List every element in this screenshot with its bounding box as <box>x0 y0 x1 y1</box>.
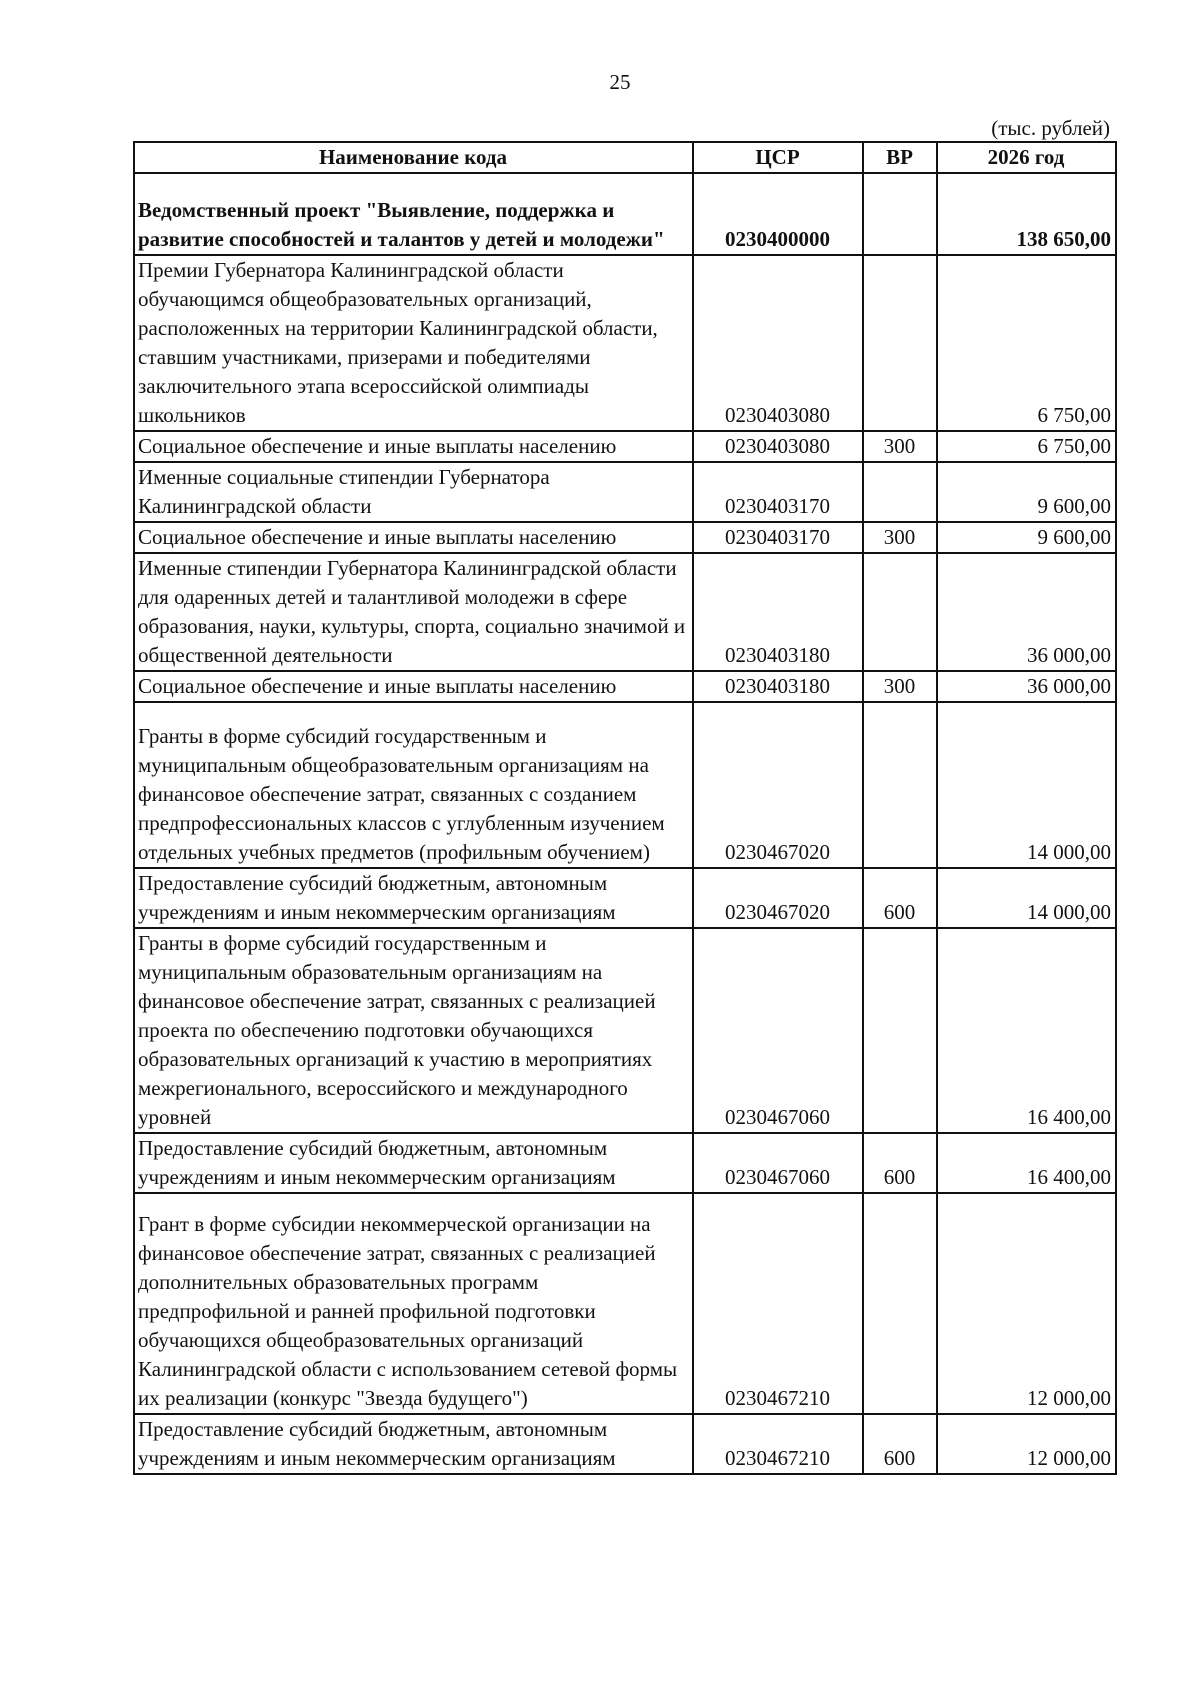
row-amount-cell: 138 650,00 <box>937 173 1116 255</box>
header-year: 2026 год <box>937 142 1116 173</box>
row-vr-cell: 300 <box>863 522 937 553</box>
row-csr-cell: 0230467020 <box>693 868 863 928</box>
row-name-cell: Социальное обеспечение и иные выплаты населению <box>134 671 693 702</box>
row-name-cell: Предоставление субсидий бюджетным, автономным учреждениям и иным некоммерческим организациям <box>134 1133 693 1193</box>
row-csr-cell: 0230403180 <box>693 671 863 702</box>
row-csr-cell: 0230467210 <box>693 1414 863 1474</box>
table-row <box>134 1193 1116 1414</box>
row-csr-cell: 0230400000 <box>693 173 863 255</box>
row-csr-cell: 0230467060 <box>693 928 863 1133</box>
row-amount-cell: 12 000,00 <box>937 1193 1116 1414</box>
table-row <box>134 1414 1116 1474</box>
row-vr-cell <box>863 462 937 522</box>
row-csr-cell: 0230467210 <box>693 1193 863 1414</box>
row-name-cell: Социальное обеспечение и иные выплаты населению <box>134 431 693 462</box>
header-vr: ВР <box>863 142 937 173</box>
row-vr-cell <box>863 173 937 255</box>
table-row <box>134 255 1116 431</box>
row-amount-cell: 9 600,00 <box>937 522 1116 553</box>
header-name: Наименование кода <box>134 142 693 173</box>
header-csr: ЦСР <box>693 142 863 173</box>
header-row <box>134 142 1116 173</box>
row-name-cell: Социальное обеспечение и иные выплаты населению <box>134 522 693 553</box>
table-body <box>134 173 1116 1474</box>
row-vr-cell <box>863 1193 937 1414</box>
row-name-cell: Предоставление субсидий бюджетным, автономным учреждениям и иным некоммерческим организациям <box>134 1414 693 1474</box>
row-csr-cell: 0230403080 <box>693 431 863 462</box>
row-name-cell: Гранты в форме субсидий государственным и муниципальным общеобразовательным организациям на финансовое обеспечение затрат, связанных с созданием предпрофессиональных классов с углубленным изучением отдельных учебных предметов (профильным обучением) <box>134 702 693 868</box>
table-header <box>134 142 1116 173</box>
row-csr-cell: 0230403180 <box>693 553 863 671</box>
row-name-cell: Предоставление субсидий бюджетным, автономным учреждениям и иным некоммерческим организациям <box>134 868 693 928</box>
row-csr-cell: 0230467020 <box>693 702 863 868</box>
row-vr-cell <box>863 553 937 671</box>
row-vr-cell: 300 <box>863 671 937 702</box>
row-csr-cell: 0230403170 <box>693 522 863 553</box>
row-csr-cell: 0230403080 <box>693 255 863 431</box>
row-name-cell: Ведомственный проект "Выявление, поддержка и развитие способностей и талантов у детей и молодежи" <box>134 173 693 255</box>
row-name-cell: Именные стипендии Губернатора Калининградской области для одаренных детей и талантливой молодежи в сфере образования, науки, культуры, спорта, социально значимой и общественной деятельности <box>134 553 693 671</box>
row-name-cell: Гранты в форме субсидий государственным и муниципальным образовательным организациям на финансовое обеспечение затрат, связанных с реализацией проекта по обеспечению подготовки обучающихся образовательных организаций к участию в мероприятиях межрегионального, всероссийского и международного уровней <box>134 928 693 1133</box>
row-amount-cell: 36 000,00 <box>937 671 1116 702</box>
row-vr-cell <box>863 702 937 868</box>
table-row <box>134 702 1116 868</box>
row-name-cell: Премии Губернатора Калининградской области обучающимся общеобразовательных организаций, расположенных на территории Калининградской области, ставшим участниками, призерами и победителями заключительного этапа всероссийской олимпиады школьников <box>134 255 693 431</box>
row-amount-cell: 14 000,00 <box>937 702 1116 868</box>
row-vr-cell: 600 <box>863 1414 937 1474</box>
row-amount-cell: 36 000,00 <box>937 553 1116 671</box>
units-note: (тыс. рублей) <box>991 116 1110 140</box>
row-amount-cell: 9 600,00 <box>937 462 1116 522</box>
row-csr-cell: 0230403170 <box>693 462 863 522</box>
row-amount-cell: 14 000,00 <box>937 868 1116 928</box>
budget-table <box>133 141 1117 1475</box>
table-row <box>134 868 1116 928</box>
row-amount-cell: 6 750,00 <box>937 431 1116 462</box>
row-vr-cell: 600 <box>863 1133 937 1193</box>
row-amount-cell: 6 750,00 <box>937 255 1116 431</box>
table-row <box>134 462 1116 522</box>
table-row <box>134 928 1116 1133</box>
row-amount-cell: 16 400,00 <box>937 1133 1116 1193</box>
table-row <box>134 671 1116 702</box>
table-row <box>134 431 1116 462</box>
row-name-cell: Именные социальные стипендии Губернатора Калининградской области <box>134 462 693 522</box>
row-vr-cell: 300 <box>863 431 937 462</box>
table-row <box>134 522 1116 553</box>
page-number: 25 <box>609 70 631 94</box>
row-vr-cell: 600 <box>863 868 937 928</box>
table-row <box>134 1133 1116 1193</box>
row-name-cell: Грант в форме субсидии некоммерческой организации на финансовое обеспечение затрат, связанных с реализацией дополнительных образовательных программ предпрофильной и ранней профильной подготовки обучающихся общеобразовательных организаций Калининградской области с использованием сетевой формы их реализации (конкурс "Звезда будущего") <box>134 1193 693 1414</box>
row-amount-cell: 16 400,00 <box>937 928 1116 1133</box>
row-csr-cell: 0230467060 <box>693 1133 863 1193</box>
row-vr-cell <box>863 928 937 1133</box>
row-vr-cell <box>863 255 937 431</box>
table-row <box>134 173 1116 255</box>
table-row <box>134 553 1116 671</box>
row-amount-cell: 12 000,00 <box>937 1414 1116 1474</box>
